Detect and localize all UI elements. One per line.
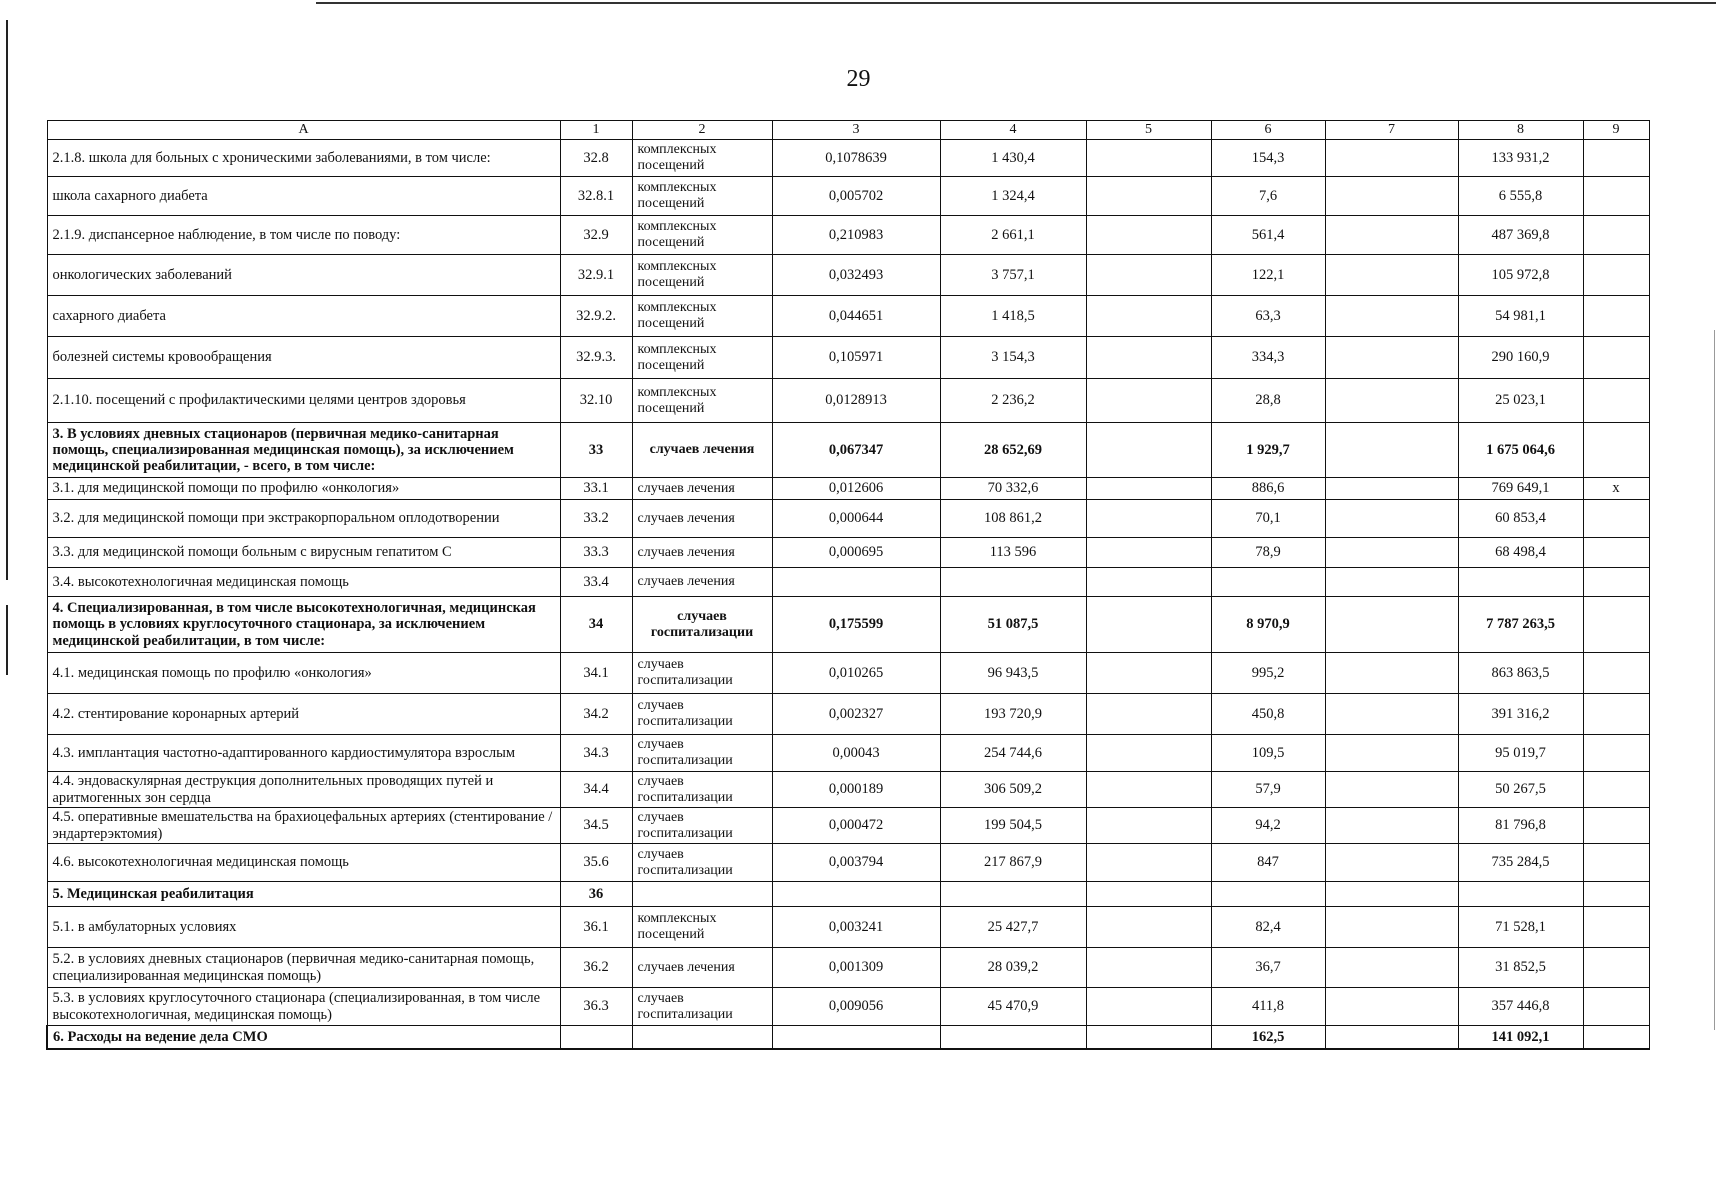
- cell-col-6: [1211, 882, 1325, 907]
- cell-col-6: 995,2: [1211, 653, 1325, 694]
- row-description: 3.2. для медицинской помощи при экстракорпоральном оплодотворении: [47, 500, 560, 538]
- cell-col-6: 7,6: [1211, 177, 1325, 216]
- cell-col-6: 334,3: [1211, 337, 1325, 379]
- row-description: 2.1.10. посещений с профилактическими целями центров здоровья: [47, 379, 560, 423]
- cell-col-3: 0,175599: [772, 597, 940, 653]
- unit-of-measure: комплексных посещений: [632, 140, 772, 177]
- column-header: 4: [940, 121, 1086, 140]
- row-number: 34.5: [560, 808, 632, 844]
- cell-col-3: 0,010265: [772, 653, 940, 694]
- cell-col-5: [1086, 296, 1211, 337]
- cell-col-3: 0,105971: [772, 337, 940, 379]
- row-description: 3.3. для медицинской помощи больным с вирусным гепатитом С: [47, 538, 560, 568]
- cell-col-4: 1 324,4: [940, 177, 1086, 216]
- cell-col-8: 25 023,1: [1458, 379, 1583, 423]
- row-description: 4.1. медицинская помощь по профилю «онкология»: [47, 653, 560, 694]
- table-row: [47, 735, 1649, 772]
- row-number: 36.3: [560, 988, 632, 1026]
- table-row: [47, 478, 1649, 500]
- cell-col-4: [940, 882, 1086, 907]
- unit-of-measure: комплексных посещений: [632, 379, 772, 423]
- cell-col-4: 306 509,2: [940, 772, 1086, 808]
- cell-col-6: 70,1: [1211, 500, 1325, 538]
- cell-col-9: [1583, 948, 1649, 988]
- cell-col-5: [1086, 337, 1211, 379]
- cell-col-9: [1583, 568, 1649, 597]
- cell-col-5: [1086, 379, 1211, 423]
- row-number: 34: [560, 597, 632, 653]
- table-row: [47, 337, 1649, 379]
- cell-col-9: [1583, 694, 1649, 735]
- row-number: 36: [560, 882, 632, 907]
- cell-col-7: [1325, 379, 1458, 423]
- cell-col-3: [772, 1026, 940, 1050]
- cell-col-7: [1325, 568, 1458, 597]
- cell-col-8: 68 498,4: [1458, 538, 1583, 568]
- cell-col-9: [1583, 1026, 1649, 1050]
- cell-col-4: 45 470,9: [940, 988, 1086, 1026]
- cell-col-4: 3 757,1: [940, 255, 1086, 296]
- cell-col-9: [1583, 772, 1649, 808]
- cell-col-3: 0,00043: [772, 735, 940, 772]
- row-description: школа сахарного диабета: [47, 177, 560, 216]
- cell-col-8: 391 316,2: [1458, 694, 1583, 735]
- table-row: [47, 177, 1649, 216]
- cell-col-6: 411,8: [1211, 988, 1325, 1026]
- table-row: [47, 844, 1649, 882]
- row-description: 3.1. для медицинской помощи по профилю «онкология»: [47, 478, 560, 500]
- cell-col-9: [1583, 882, 1649, 907]
- row-description: 4.3. имплантация частотно-адаптированного кардиостимулятора взрослым: [47, 735, 560, 772]
- cell-col-9: [1583, 500, 1649, 538]
- row-number: 33: [560, 423, 632, 478]
- cell-col-6: 886,6: [1211, 478, 1325, 500]
- cell-col-6: 57,9: [1211, 772, 1325, 808]
- cell-col-8: 290 160,9: [1458, 337, 1583, 379]
- table-row: [47, 597, 1649, 653]
- cell-col-5: [1086, 216, 1211, 255]
- cell-col-6: 78,9: [1211, 538, 1325, 568]
- cell-col-8: 1 675 064,6: [1458, 423, 1583, 478]
- table-row: [47, 694, 1649, 735]
- cell-col-8: 81 796,8: [1458, 808, 1583, 844]
- cell-col-6: 63,3: [1211, 296, 1325, 337]
- cell-col-9: [1583, 597, 1649, 653]
- cell-col-4: 3 154,3: [940, 337, 1086, 379]
- cell-col-5: [1086, 808, 1211, 844]
- row-number: 33.1: [560, 478, 632, 500]
- cell-col-7: [1325, 255, 1458, 296]
- cell-col-5: [1086, 597, 1211, 653]
- unit-of-measure: случаев госпитализации: [632, 735, 772, 772]
- cell-col-3: 0,067347: [772, 423, 940, 478]
- row-number: 32.8: [560, 140, 632, 177]
- cell-col-3: [772, 568, 940, 597]
- row-number: 34.2: [560, 694, 632, 735]
- unit-of-measure: случаев лечения: [632, 423, 772, 478]
- row-description: 5.1. в амбулаторных условиях: [47, 907, 560, 948]
- row-description: 5. Медицинская реабилитация: [47, 882, 560, 907]
- cell-col-4: 1 418,5: [940, 296, 1086, 337]
- row-number: 33.2: [560, 500, 632, 538]
- row-number: 32.8.1: [560, 177, 632, 216]
- cell-col-8: 487 369,8: [1458, 216, 1583, 255]
- column-header: 9: [1583, 121, 1649, 140]
- cell-col-4: 108 861,2: [940, 500, 1086, 538]
- cell-col-7: [1325, 907, 1458, 948]
- cell-col-7: [1325, 597, 1458, 653]
- cell-col-5: [1086, 735, 1211, 772]
- cell-col-7: [1325, 500, 1458, 538]
- cell-col-8: 141 092,1: [1458, 1026, 1583, 1050]
- cell-col-8: 60 853,4: [1458, 500, 1583, 538]
- unit-of-measure: случаев лечения: [632, 500, 772, 538]
- cell-col-8: 735 284,5: [1458, 844, 1583, 882]
- unit-of-measure: случаев лечения: [632, 478, 772, 500]
- cell-col-8: 357 446,8: [1458, 988, 1583, 1026]
- cell-col-5: [1086, 177, 1211, 216]
- cell-col-6: 94,2: [1211, 808, 1325, 844]
- cell-col-6: 1 929,7: [1211, 423, 1325, 478]
- cell-col-9: [1583, 844, 1649, 882]
- cell-col-5: [1086, 988, 1211, 1026]
- cell-col-4: 70 332,6: [940, 478, 1086, 500]
- unit-of-measure: [632, 1026, 772, 1050]
- table-row: [47, 907, 1649, 948]
- top-scan-rule: [316, 2, 1716, 4]
- table-header-row: [47, 121, 1649, 140]
- cell-col-8: 95 019,7: [1458, 735, 1583, 772]
- unit-of-measure: случаев госпитализации: [632, 653, 772, 694]
- row-number: 35.6: [560, 844, 632, 882]
- table-row: [47, 568, 1649, 597]
- cell-col-5: [1086, 255, 1211, 296]
- cell-col-9: [1583, 140, 1649, 177]
- cell-col-7: [1325, 337, 1458, 379]
- cell-col-6: 82,4: [1211, 907, 1325, 948]
- column-header: 7: [1325, 121, 1458, 140]
- cell-col-6: 847: [1211, 844, 1325, 882]
- unit-of-measure: комплексных посещений: [632, 296, 772, 337]
- row-number: 32.10: [560, 379, 632, 423]
- row-description: 4.2. стентирование коронарных артерий: [47, 694, 560, 735]
- cell-col-3: 0,0128913: [772, 379, 940, 423]
- row-number: 32.9: [560, 216, 632, 255]
- cell-col-7: [1325, 216, 1458, 255]
- table-row: [47, 772, 1649, 808]
- column-header: 3: [772, 121, 940, 140]
- table-row: [47, 1026, 1649, 1050]
- cell-col-9: х: [1583, 478, 1649, 500]
- unit-of-measure: комплексных посещений: [632, 907, 772, 948]
- row-description: 3. В условиях дневных стационаров (первичная медико-санитарная помощь, специализированная медицинская помощь), за исключением медицинской реабилитации, - всего, в том числе:: [47, 423, 560, 478]
- cell-col-5: [1086, 500, 1211, 538]
- table-row: [47, 988, 1649, 1026]
- row-number: 33.4: [560, 568, 632, 597]
- cell-col-7: [1325, 1026, 1458, 1050]
- cell-col-8: 6 555,8: [1458, 177, 1583, 216]
- cell-col-9: [1583, 653, 1649, 694]
- cell-col-8: 7 787 263,5: [1458, 597, 1583, 653]
- row-description: 3.4. высокотехнологичная медицинская помощь: [47, 568, 560, 597]
- cell-col-9: [1583, 379, 1649, 423]
- row-number: 34.3: [560, 735, 632, 772]
- table-row: [47, 140, 1649, 177]
- unit-of-measure: случаев госпитализации: [632, 808, 772, 844]
- cell-col-6: 154,3: [1211, 140, 1325, 177]
- cell-col-8: 769 649,1: [1458, 478, 1583, 500]
- cell-col-5: [1086, 423, 1211, 478]
- unit-of-measure: случаев лечения: [632, 538, 772, 568]
- cell-col-6: 561,4: [1211, 216, 1325, 255]
- row-description: 5.2. в условиях дневных стационаров (первичная медико-санитарная помощь, специализированная медицинская помощь): [47, 948, 560, 988]
- cell-col-6: 36,7: [1211, 948, 1325, 988]
- cell-col-7: [1325, 882, 1458, 907]
- cell-col-3: 0,000472: [772, 808, 940, 844]
- row-description: 2.1.8. школа для больных с хроническими заболеваниями, в том числе:: [47, 140, 560, 177]
- cell-col-7: [1325, 735, 1458, 772]
- cell-col-8: 71 528,1: [1458, 907, 1583, 948]
- cell-col-3: 0,1078639: [772, 140, 940, 177]
- cell-col-5: [1086, 907, 1211, 948]
- table-row: [47, 808, 1649, 844]
- cell-col-6: 109,5: [1211, 735, 1325, 772]
- cell-col-6: 8 970,9: [1211, 597, 1325, 653]
- cell-col-5: [1086, 694, 1211, 735]
- cell-col-4: [940, 1026, 1086, 1050]
- unit-of-measure: [632, 882, 772, 907]
- cell-col-9: [1583, 735, 1649, 772]
- cell-col-9: [1583, 337, 1649, 379]
- cell-col-7: [1325, 653, 1458, 694]
- cell-col-3: 0,002327: [772, 694, 940, 735]
- unit-of-measure: случаев госпитализации: [632, 597, 772, 653]
- cell-col-5: [1086, 882, 1211, 907]
- cell-col-4: [940, 568, 1086, 597]
- row-description: 4.5. оперативные вмешательства на брахиоцефальных артериях (стентирование / эндартерэктомия): [47, 808, 560, 844]
- cell-col-6: [1211, 568, 1325, 597]
- right-scan-edge: [1714, 330, 1715, 1030]
- column-header: 8: [1458, 121, 1583, 140]
- cell-col-8: 31 852,5: [1458, 948, 1583, 988]
- cell-col-7: [1325, 772, 1458, 808]
- cell-col-8: 54 981,1: [1458, 296, 1583, 337]
- cell-col-3: 0,000189: [772, 772, 940, 808]
- unit-of-measure: случаев госпитализации: [632, 844, 772, 882]
- row-description: 4. Специализированная, в том числе высокотехнологичная, медицинская помощь в условиях круглосуточного стационара, за исключением медицинской реабилитации, в том числе:: [47, 597, 560, 653]
- cell-col-4: 25 427,7: [940, 907, 1086, 948]
- table-row: [47, 379, 1649, 423]
- cell-col-3: 0,003794: [772, 844, 940, 882]
- cell-col-7: [1325, 177, 1458, 216]
- cell-col-5: [1086, 772, 1211, 808]
- column-header: 6: [1211, 121, 1325, 140]
- cell-col-4: 96 943,5: [940, 653, 1086, 694]
- row-description: 5.3. в условиях круглосуточного стационара (специализированная, в том числе высокотехнологичная, медицинская помощь): [47, 988, 560, 1026]
- cell-col-8: [1458, 882, 1583, 907]
- cell-col-9: [1583, 296, 1649, 337]
- cell-col-7: [1325, 478, 1458, 500]
- cell-col-5: [1086, 568, 1211, 597]
- row-number: 34.4: [560, 772, 632, 808]
- cell-col-9: [1583, 808, 1649, 844]
- cell-col-3: 0,000644: [772, 500, 940, 538]
- cell-col-4: 193 720,9: [940, 694, 1086, 735]
- column-header: 5: [1086, 121, 1211, 140]
- left-scan-mark-lower: [6, 605, 8, 675]
- row-number: 36.2: [560, 948, 632, 988]
- cell-col-4: 28 652,69: [940, 423, 1086, 478]
- cell-col-7: [1325, 808, 1458, 844]
- row-number: 32.9.3.: [560, 337, 632, 379]
- cell-col-3: 0,005702: [772, 177, 940, 216]
- cell-col-3: [772, 882, 940, 907]
- row-description: 4.4. эндоваскулярная деструкция дополнительных проводящих путей и аритмогенных зон сердца: [47, 772, 560, 808]
- cell-col-7: [1325, 140, 1458, 177]
- cell-col-3: 0,044651: [772, 296, 940, 337]
- row-number: 36.1: [560, 907, 632, 948]
- table-row: [47, 255, 1649, 296]
- cell-col-9: [1583, 216, 1649, 255]
- column-header: 2: [632, 121, 772, 140]
- column-header: А: [47, 121, 560, 140]
- row-description: 2.1.9. диспансерное наблюдение, в том числе по поводу:: [47, 216, 560, 255]
- row-number: 34.1: [560, 653, 632, 694]
- unit-of-measure: комплексных посещений: [632, 177, 772, 216]
- row-description: болезней системы кровообращения: [47, 337, 560, 379]
- cell-col-3: 0,032493: [772, 255, 940, 296]
- table-row: [47, 423, 1649, 478]
- cell-col-8: [1458, 568, 1583, 597]
- cell-col-5: [1086, 948, 1211, 988]
- cell-col-4: 51 087,5: [940, 597, 1086, 653]
- cell-col-5: [1086, 538, 1211, 568]
- cell-col-5: [1086, 844, 1211, 882]
- cell-col-3: 0,000695: [772, 538, 940, 568]
- table-row: [47, 948, 1649, 988]
- cell-col-4: 28 039,2: [940, 948, 1086, 988]
- cell-col-5: [1086, 478, 1211, 500]
- cell-col-3: 0,009056: [772, 988, 940, 1026]
- row-description: 6. Расходы на ведение дела СМО: [47, 1026, 560, 1050]
- cell-col-9: [1583, 538, 1649, 568]
- row-description: онкологических заболеваний: [47, 255, 560, 296]
- cell-col-4: 254 744,6: [940, 735, 1086, 772]
- row-number: [560, 1026, 632, 1050]
- cell-col-9: [1583, 423, 1649, 478]
- unit-of-measure: комплексных посещений: [632, 255, 772, 296]
- row-description: сахарного диабета: [47, 296, 560, 337]
- budget-table: [46, 120, 1650, 1050]
- row-description: 4.6. высокотехнологичная медицинская помощь: [47, 844, 560, 882]
- table-row: [47, 882, 1649, 907]
- cell-col-7: [1325, 423, 1458, 478]
- cell-col-7: [1325, 988, 1458, 1026]
- row-number: 32.9.2.: [560, 296, 632, 337]
- cell-col-8: 863 863,5: [1458, 653, 1583, 694]
- unit-of-measure: комплексных посещений: [632, 337, 772, 379]
- cell-col-7: [1325, 948, 1458, 988]
- table-row: [47, 296, 1649, 337]
- unit-of-measure: случаев госпитализации: [632, 988, 772, 1026]
- cell-col-4: 113 596: [940, 538, 1086, 568]
- unit-of-measure: случаев госпитализации: [632, 694, 772, 735]
- column-header: 1: [560, 121, 632, 140]
- table-row: [47, 500, 1649, 538]
- page-number: 29: [846, 66, 871, 92]
- cell-col-3: 0,003241: [772, 907, 940, 948]
- left-scan-mark: [6, 20, 8, 580]
- cell-col-8: 133 931,2: [1458, 140, 1583, 177]
- cell-col-8: 50 267,5: [1458, 772, 1583, 808]
- cell-col-3: 0,012606: [772, 478, 940, 500]
- cell-col-4: 1 430,4: [940, 140, 1086, 177]
- unit-of-measure: случаев госпитализации: [632, 772, 772, 808]
- cell-col-5: [1086, 1026, 1211, 1050]
- cell-col-7: [1325, 694, 1458, 735]
- cell-col-6: 122,1: [1211, 255, 1325, 296]
- cell-col-7: [1325, 538, 1458, 568]
- row-number: 32.9.1: [560, 255, 632, 296]
- cell-col-6: 162,5: [1211, 1026, 1325, 1050]
- cell-col-4: 199 504,5: [940, 808, 1086, 844]
- cell-col-9: [1583, 988, 1649, 1026]
- cell-col-5: [1086, 140, 1211, 177]
- cell-col-6: 450,8: [1211, 694, 1325, 735]
- cell-col-9: [1583, 177, 1649, 216]
- unit-of-measure: случаев лечения: [632, 568, 772, 597]
- cell-col-7: [1325, 296, 1458, 337]
- cell-col-4: 217 867,9: [940, 844, 1086, 882]
- cell-col-9: [1583, 255, 1649, 296]
- cell-col-8: 105 972,8: [1458, 255, 1583, 296]
- cell-col-9: [1583, 907, 1649, 948]
- row-number: 33.3: [560, 538, 632, 568]
- table-row: [47, 653, 1649, 694]
- cell-col-3: 0,210983: [772, 216, 940, 255]
- unit-of-measure: случаев лечения: [632, 948, 772, 988]
- cell-col-7: [1325, 844, 1458, 882]
- cell-col-4: 2 236,2: [940, 379, 1086, 423]
- table-row: [47, 538, 1649, 568]
- cell-col-6: 28,8: [1211, 379, 1325, 423]
- cell-col-5: [1086, 653, 1211, 694]
- unit-of-measure: комплексных посещений: [632, 216, 772, 255]
- cell-col-4: 2 661,1: [940, 216, 1086, 255]
- cell-col-3: 0,001309: [772, 948, 940, 988]
- table-row: [47, 216, 1649, 255]
